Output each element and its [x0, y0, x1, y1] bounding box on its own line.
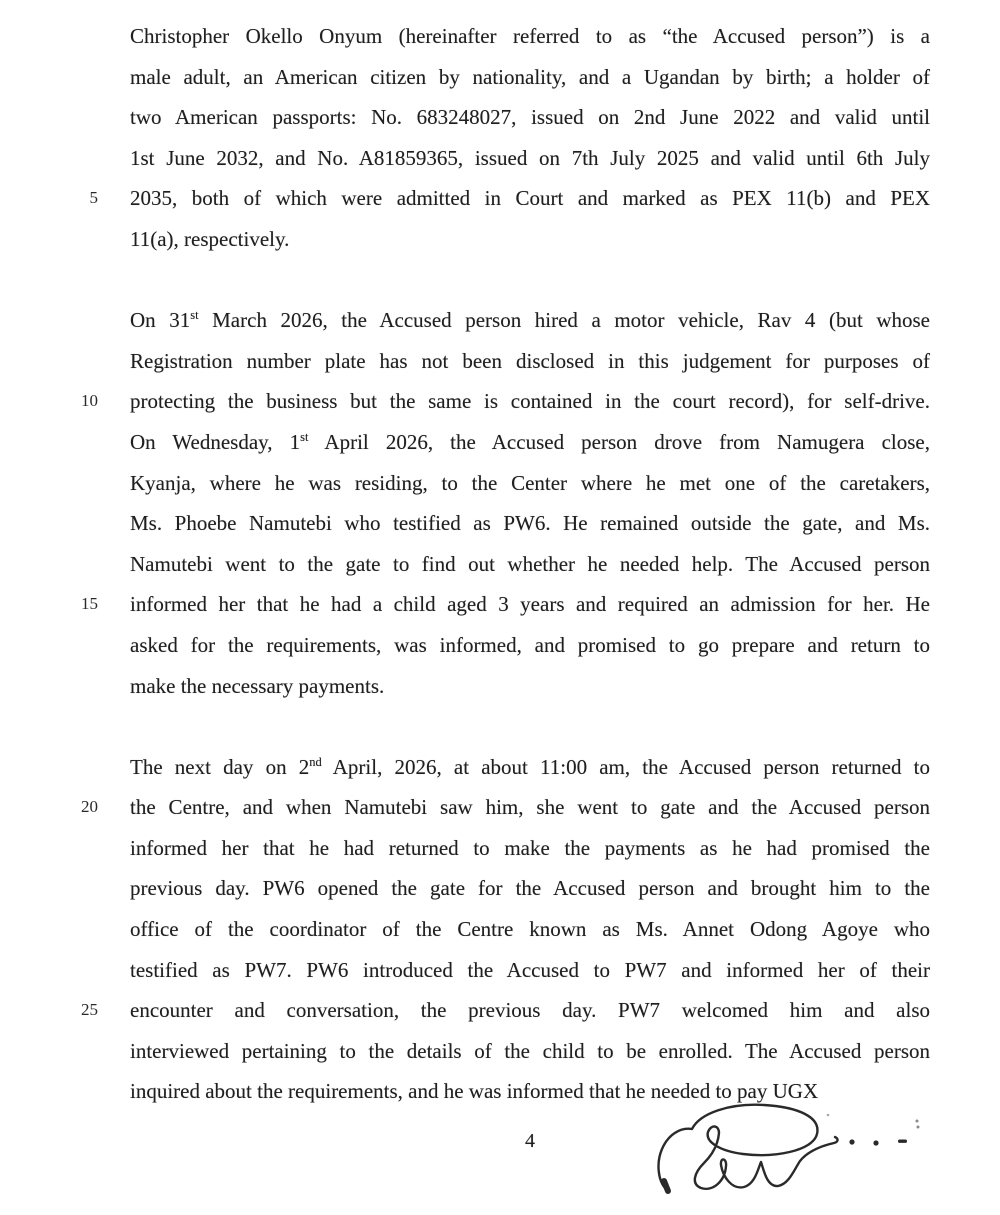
text-line-row	[0, 381, 1000, 422]
page-number: 4	[525, 1130, 535, 1152]
text-line	[130, 584, 930, 625]
text-segment: asked for the requirements, was informed, and promised to go prepare and return to	[130, 632, 930, 657]
margin-line-number	[0, 463, 130, 504]
text-line	[130, 178, 930, 219]
text-segment: previous day. PW6 opened the gate for the Accused person and brought him to the	[130, 876, 930, 901]
text-line-row	[0, 990, 1000, 1031]
ordinal-superscript: st	[190, 308, 199, 323]
text-line	[130, 463, 930, 504]
text-line-row	[0, 828, 1000, 869]
text-line	[130, 422, 930, 463]
text-line-row	[0, 503, 1000, 544]
text-line	[130, 990, 930, 1031]
text-line-row	[0, 219, 1000, 260]
margin-line-number	[0, 138, 130, 179]
text-segment: 2035, both of which were admitted in Court and marked as PEX 11(b) and PEX	[130, 186, 930, 211]
margin-line-number	[0, 57, 130, 98]
text-line	[130, 97, 930, 138]
text-segment: two American passports: No. 683248027, issued on 2nd June 2022 and valid until	[130, 105, 930, 130]
text-line	[130, 341, 930, 382]
margin-line-number	[0, 503, 130, 544]
margin-line-number	[0, 300, 130, 341]
margin-line-number	[0, 16, 130, 57]
paragraph	[0, 747, 1000, 1112]
text-line	[130, 219, 930, 260]
text-segment: April, 2026, at about 11:00 am, the Accused person returned to	[321, 754, 930, 779]
text-line	[130, 138, 930, 179]
text-line-row	[0, 422, 1000, 463]
text-line	[130, 300, 930, 341]
text-line-row	[0, 584, 1000, 625]
margin-line-number: 15	[81, 594, 98, 614]
text-line	[130, 16, 930, 57]
text-line-row	[0, 300, 1000, 341]
text-line-row	[0, 138, 1000, 179]
text-segment: testified as PW7. PW6 introduced the Accused to PW7 and informed her of their	[130, 957, 930, 982]
text-segment: 1st June 2032, and No. A81859365, issued on 7th July 2025 and valid until 6th July	[130, 145, 930, 170]
text-line-row	[0, 666, 1000, 707]
text-segment: informed her that he had a child aged 3 years and required an admission for her. He	[130, 592, 930, 617]
margin-line-number	[0, 341, 130, 382]
text-line-row	[0, 787, 1000, 828]
text-line	[130, 544, 930, 585]
text-line-row	[0, 747, 1000, 788]
paragraph	[0, 16, 1000, 260]
judgment-body-text	[0, 16, 1000, 1112]
margin-line-number	[0, 97, 130, 138]
ordinal-superscript: nd	[309, 754, 322, 769]
text-line-row	[0, 57, 1000, 98]
text-line-row	[0, 16, 1000, 57]
margin-line-number	[0, 422, 130, 463]
text-line-row	[0, 909, 1000, 950]
signature-scribble	[659, 1105, 838, 1191]
text-line	[130, 503, 930, 544]
margin-line-number: 10	[81, 391, 98, 411]
text-line-row	[0, 1031, 1000, 1072]
text-line	[130, 950, 930, 991]
text-segment: encounter and conversation, the previous day. PW7 welcomed him and also	[130, 998, 930, 1023]
text-segment: March 2026, the Accused person hired a motor vehicle, Rav 4 (but whose	[198, 308, 930, 333]
signature-ink-dots	[827, 1114, 920, 1146]
text-line-row	[0, 178, 1000, 219]
text-segment: office of the coordinator of the Centre known as Ms. Annet Odong Agoye who	[130, 917, 930, 942]
text-segment: Christopher Okello Onyum (hereinafter referred to as “the Accused person”) is a	[130, 24, 930, 48]
margin-line-number	[0, 625, 130, 666]
text-line	[130, 828, 930, 869]
margin-line-number	[0, 950, 130, 991]
text-line	[130, 1031, 930, 1072]
margin-line-number: 20	[81, 797, 98, 817]
margin-line-number	[0, 219, 130, 260]
text-line-row	[0, 544, 1000, 585]
text-segment: inquired about the requirements, and he was informed that he needed to pay UGX	[130, 1079, 819, 1104]
text-line-row	[0, 868, 1000, 909]
margin-line-number	[0, 1031, 130, 1072]
text-segment: male adult, an American citizen by nationality, and a Ugandan by birth; a holder of	[130, 64, 930, 89]
text-line	[130, 747, 930, 788]
text-line	[130, 909, 930, 950]
text-line	[130, 625, 930, 666]
margin-line-number: 5	[89, 188, 98, 208]
text-segment: interviewed pertaining to the details of the child to be enrolled. The Accused person	[130, 1038, 930, 1063]
text-line-row	[0, 341, 1000, 382]
text-line-row	[0, 950, 1000, 991]
text-line-row	[0, 97, 1000, 138]
text-segment: protecting the business but the same is contained in the court record), for self-drive.	[130, 389, 930, 414]
text-segment: 11(a), respectively.	[130, 226, 290, 251]
text-segment: Registration number plate has not been disclosed in this judgement for purposes of	[130, 348, 930, 373]
text-line	[130, 868, 930, 909]
ordinal-superscript: st	[300, 429, 309, 444]
text-segment: The next day on 2	[130, 754, 310, 779]
text-segment: On 31	[130, 308, 191, 333]
margin-line-number	[0, 544, 130, 585]
text-line	[130, 787, 930, 828]
margin-line-number	[0, 666, 130, 707]
text-segment: Kyanja, where he was residing, to the Center where he met one of the caretakers,	[130, 470, 930, 495]
paragraph	[0, 300, 1000, 706]
text-line	[130, 666, 930, 707]
text-line-row	[0, 625, 1000, 666]
text-line	[130, 57, 930, 98]
text-segment: Ms. Phoebe Namutebi who testified as PW6. He remained outside the gate, and Ms.	[130, 511, 930, 536]
signature	[628, 1103, 933, 1203]
margin-line-number	[0, 747, 130, 788]
margin-line-number	[0, 909, 130, 950]
text-line	[130, 381, 930, 422]
text-line-row	[0, 463, 1000, 504]
margin-line-number	[0, 828, 130, 869]
text-segment: April 2026, the Accused person drove from Namugera close,	[308, 429, 930, 454]
text-segment: Namutebi went to the gate to find out whether he needed help. The Accused person	[130, 551, 930, 576]
margin-line-number: 25	[81, 1000, 98, 1020]
margin-line-number	[0, 1071, 130, 1112]
text-segment: informed her that he had returned to make the payments as he had promised the	[130, 835, 930, 860]
text-segment: the Centre, and when Namutebi saw him, she went to gate and the Accused person	[130, 795, 930, 820]
margin-line-number	[0, 868, 130, 909]
text-segment: On Wednesday, 1	[130, 429, 301, 454]
text-segment: make the necessary payments.	[130, 673, 385, 698]
